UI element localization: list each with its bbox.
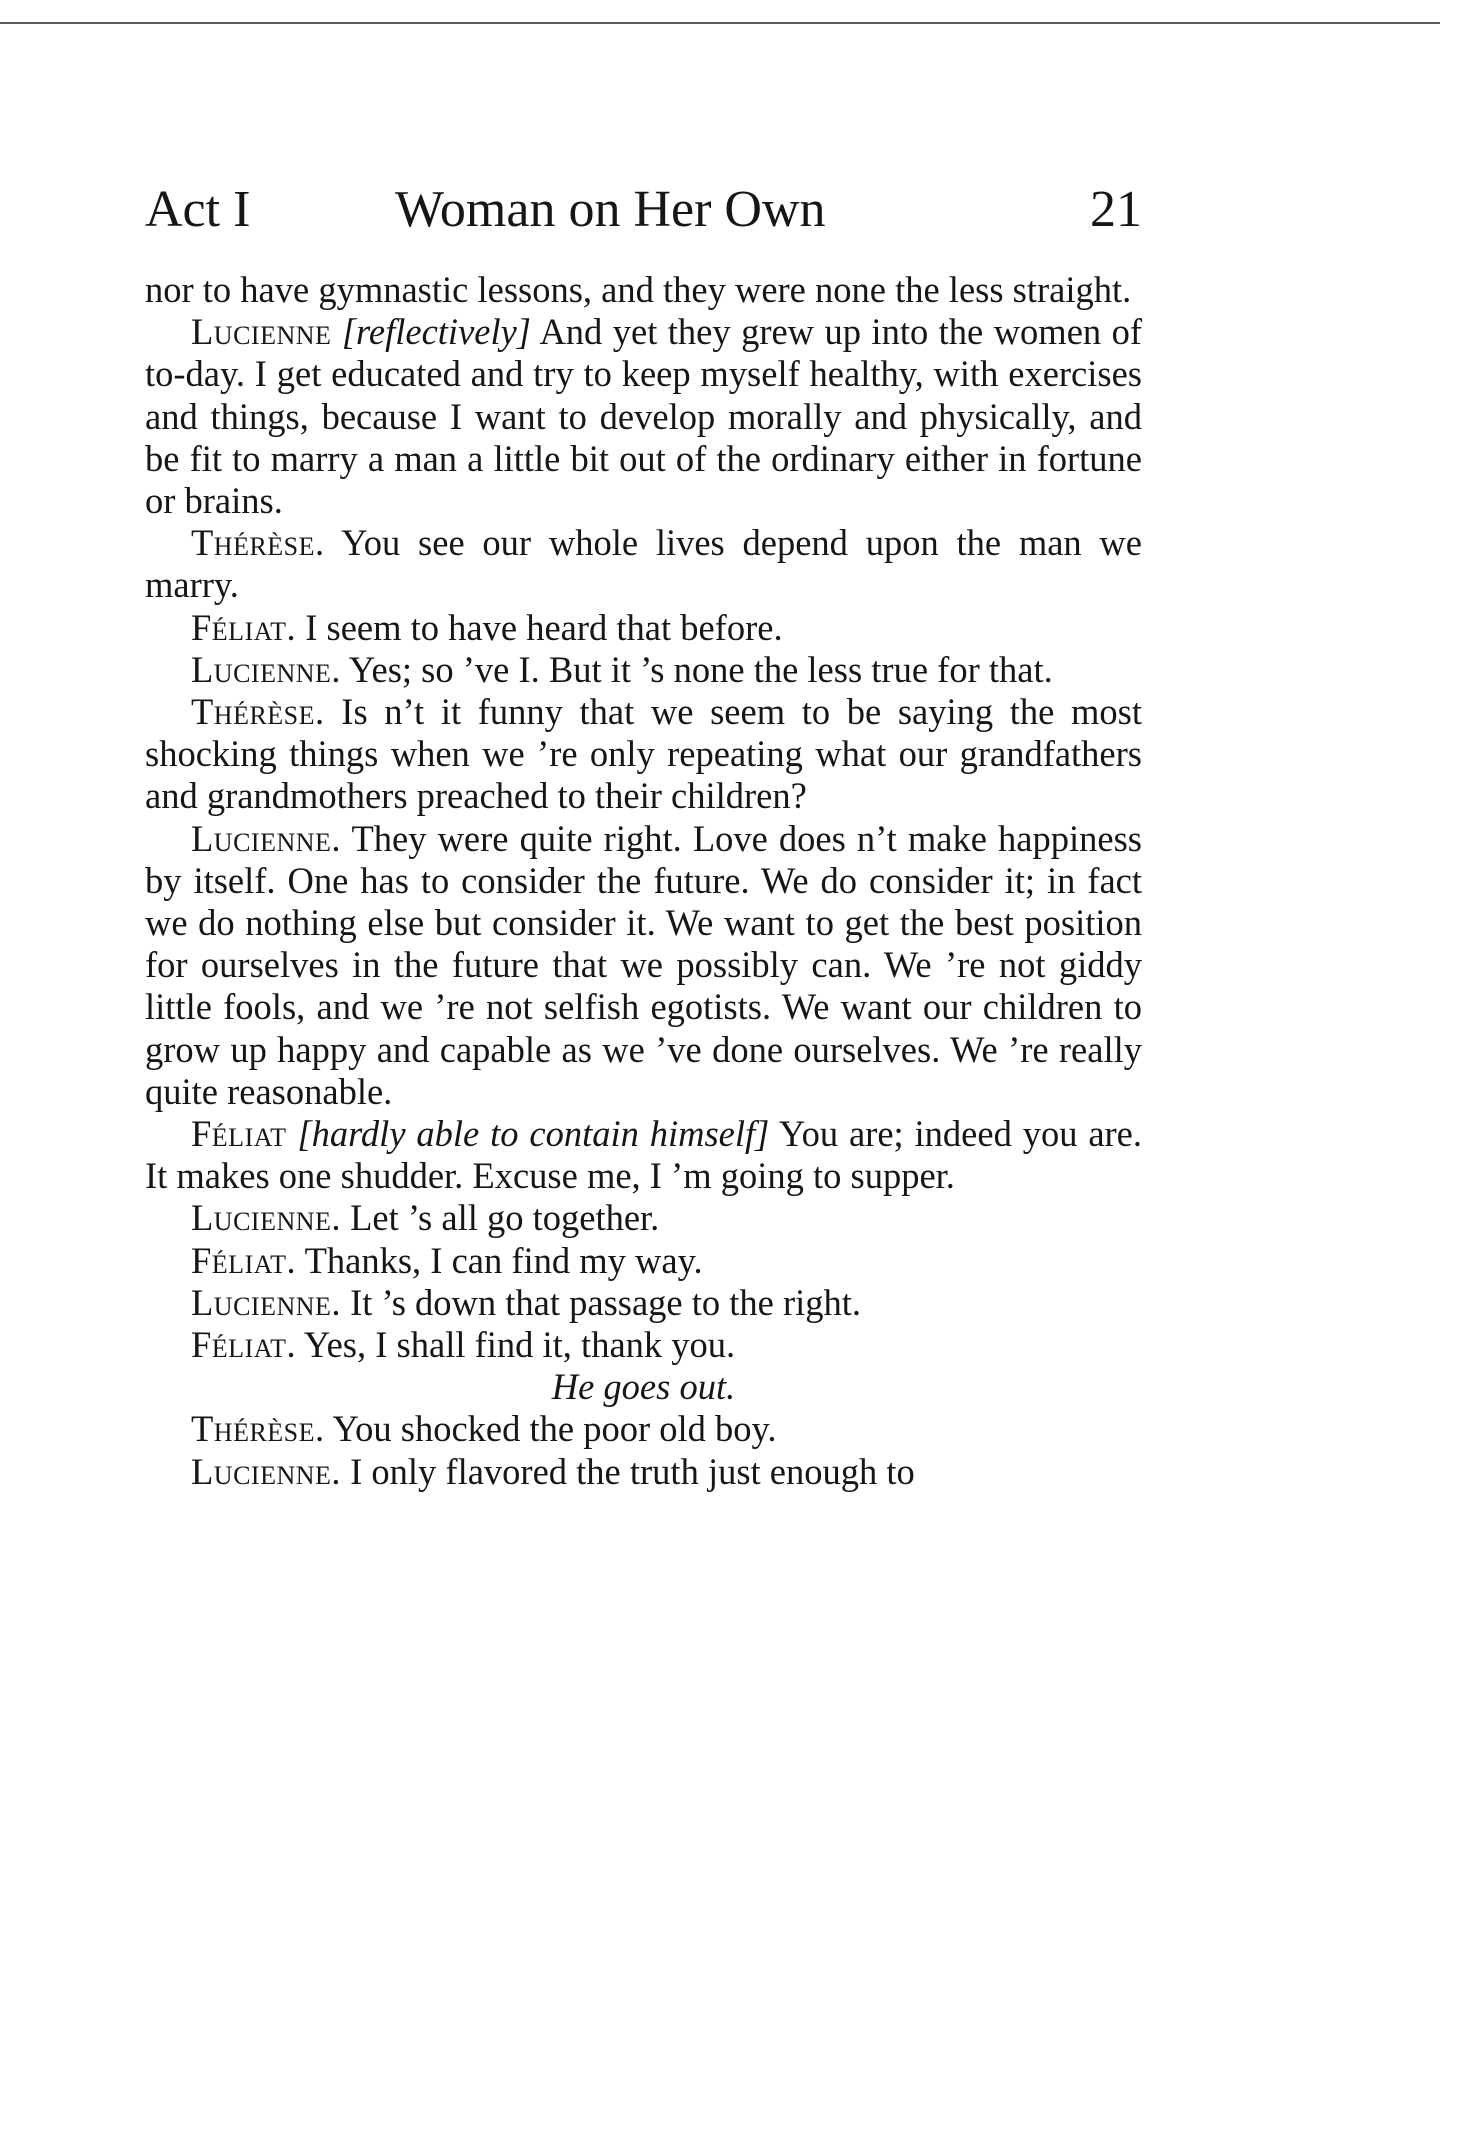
paragraph xyxy=(145,607,1142,649)
paragraph xyxy=(145,311,1142,522)
speaker-name: Féliat xyxy=(191,1113,287,1155)
speaker-name: Thérèse. xyxy=(191,522,325,564)
body-text xyxy=(145,269,1142,1493)
paragraph xyxy=(145,1324,1142,1366)
dialogue-text: And yet they grew up into the women of to-day. I get educated and try to keep myself healthy, with exercises and things, because I want to develop morally and physically, and be fit to marry a man a little bit out of the ordinary either in fortune or brains. xyxy=(145,311,1142,522)
paragraph xyxy=(145,1451,1142,1493)
act-label: Act I xyxy=(145,181,251,238)
speaker-name: Lucienne. xyxy=(191,1197,342,1239)
speaker-name: Thérèse. xyxy=(191,691,325,733)
stage-direction: [hardly able to contain himself] xyxy=(297,1113,770,1155)
dialogue-text: You shocked the poor old boy. xyxy=(332,1408,777,1450)
dialogue-text: I seem to have heard that before. xyxy=(305,606,783,648)
dialogue-text: Yes, I shall find it, thank you. xyxy=(303,1324,736,1366)
paragraph xyxy=(145,649,1142,691)
speaker-name: Lucienne. xyxy=(191,1281,342,1323)
speaker-name: Lucienne xyxy=(191,311,332,353)
dialogue-text: Let ’s all go together. xyxy=(350,1197,660,1239)
paragraph xyxy=(145,522,1142,606)
stage-direction-line: He goes out. xyxy=(551,1366,736,1408)
paragraph xyxy=(145,818,1142,1113)
paragraph xyxy=(145,691,1142,818)
dialogue-text: You see our whole lives depend upon the man we marry. xyxy=(145,522,1142,606)
paragraph xyxy=(145,1408,1142,1450)
speaker-name: Lucienne. xyxy=(191,817,342,859)
running-head xyxy=(145,175,1142,245)
paragraph xyxy=(145,1240,1142,1282)
speaker-name: Féliat. xyxy=(191,606,297,648)
dialogue-text: nor to have gymnastic lessons, and they were none the less straight. xyxy=(145,269,1132,310)
dialogue-text: Yes; so ’ve I. But it ’s none the less true for that. xyxy=(348,648,1053,690)
book-title: Woman on Her Own xyxy=(395,181,826,238)
speaker-name: Thérèse. xyxy=(191,1408,325,1450)
stage-direction: [reflectively] xyxy=(341,311,532,353)
paragraph xyxy=(145,1282,1142,1324)
paragraph xyxy=(145,1197,1142,1239)
dialogue-text: They were quite right. Love does n’t make happiness by itself. One has to consider the future. We do consider it; in fact we do nothing else but consider it. We want to get the best position for ourselves in the future that we possibly can. We ’re not giddy little fools, and we ’re not selfish egotists. We want our children to grow up happy and capable as we ’ve done ourselves. We ’re really quite reasonable. xyxy=(145,817,1143,1112)
dialogue-text: I only flavored the truth just enough to xyxy=(350,1450,915,1492)
dialogue-text: Thanks, I can find my way. xyxy=(304,1239,703,1281)
speaker-name: Féliat. xyxy=(191,1324,297,1366)
speaker-name: Lucienne. xyxy=(191,1450,342,1492)
paragraph xyxy=(145,1113,1142,1197)
page-number: 21 xyxy=(1090,181,1142,238)
paragraph xyxy=(145,269,1142,311)
speaker-name: Lucienne. xyxy=(191,648,342,690)
dialogue-text: You are; indeed you are. It makes one shudder. Excuse me, I ’m going to supper. xyxy=(145,1113,1142,1197)
top-rule xyxy=(0,22,1440,24)
speaker-name: Féliat. xyxy=(191,1239,297,1281)
dialogue-text: Is n’t it funny that we seem to be saying the most shocking things when we ’re only repeating what our grandfathers and grandmothers preached to their children? xyxy=(145,691,1142,817)
dialogue-text: It ’s down that passage to the right. xyxy=(350,1281,862,1323)
